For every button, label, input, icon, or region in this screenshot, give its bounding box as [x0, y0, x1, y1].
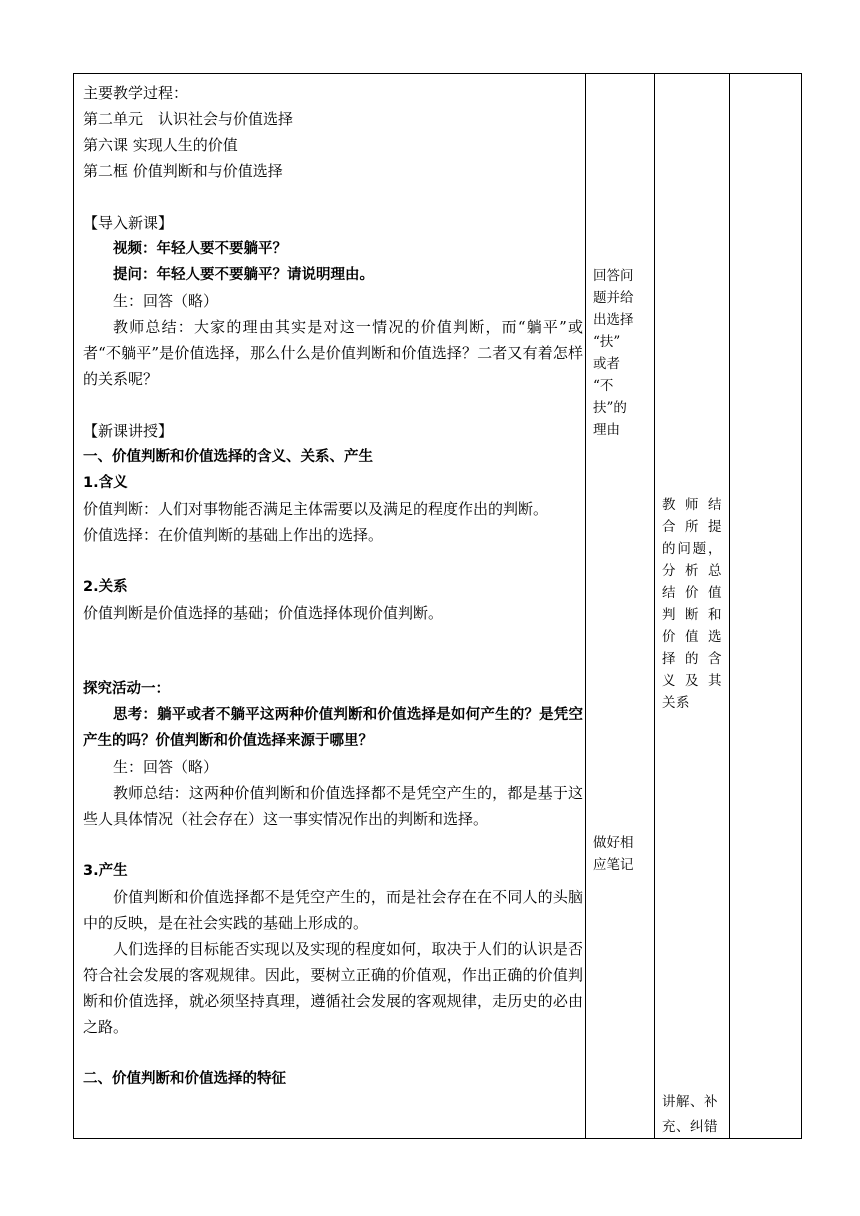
student-activity-note-2: 做好相 应笔记: [593, 835, 634, 873]
new-lesson-title: 【新课讲授】: [83, 422, 174, 440]
section-heading: 主要教学过程：: [83, 84, 189, 102]
student-answer-2: 生：回答（略）: [113, 758, 219, 776]
column-divider: [585, 74, 586, 1138]
teaching-process-column: [83, 80, 583, 1092]
student-answer: 生：回答（略）: [113, 292, 219, 310]
meaning-judgment: 价值判断：人们对事物能否满足主体需要以及满足的程度作出的判断。: [83, 500, 549, 518]
student-activity-note-1: 回答问 题并给 出选择 “扶” 或者 “不 扶”的 理由: [593, 268, 634, 438]
lesson-table: [73, 73, 802, 1139]
origin-paragraph-2: 人们选择的目标能否实现以及实现的程度如何，取决于人们的认识是否符合社会发展的客观规律。因此，要树立正确的价值观，作出正确的价值判断和价值选择，就必须坚持真理，遵循社会发展的客观规律，走历史的必由之路。: [83, 940, 583, 1036]
meaning-choice: 价值选择：在价值判断的基础上作出的选择。: [83, 526, 384, 544]
intro-question: 提问：年轻人要不要躺平？请说明理由。: [113, 267, 374, 283]
activity-heading: 探究活动一：: [83, 681, 170, 697]
lesson-title: 第六课 实现人生的价值: [83, 136, 238, 154]
activity-question: 思考：躺平或者不躺平这两种价值判断和价值选择是如何产生的？是凭空产生的吗？价值判断和价值选择来源于哪里？: [83, 707, 583, 749]
design-intent-note-2: 讲解、补 充、纠错: [662, 1094, 718, 1135]
design-intent-note-1: 教师结 合所提 的问题， 分析总 结价值 判断和 价值选 择的含 义及其 关系: [662, 497, 722, 711]
relation-text: 价值判断是价值选择的基础；价值选择体现价值判断。: [83, 604, 444, 622]
part-two-heading: 二、价值判断和价值选择的特征: [83, 1071, 286, 1087]
teacher-summary-2: 教师总结：这两种价值判断和价值选择都不是凭空产生的，都是基于这些人具体情况（社会存在）这一事实情况作出的判断和选择。: [83, 784, 583, 828]
section-title: 第二框 价值判断和与价值选择: [83, 162, 283, 180]
relation-heading: 2.关系: [83, 579, 128, 595]
column-divider: [654, 74, 655, 1138]
teacher-summary: 教师总结：大家的理由其实是对这一情况的价值判断，而“躺平”或者“不躺平”是价值选择，那么什么是价值判断和价值选择？二者又有着怎样的关系呢？: [83, 318, 583, 388]
unit-title: 第二单元 认识社会与价值选择: [83, 110, 294, 128]
origin-heading: 3.产生: [83, 863, 128, 879]
intro-title: 【导入新课】: [83, 214, 174, 232]
intro-video: 视频：年轻人要不要躺平？: [113, 241, 287, 257]
meaning-heading: 1.含义: [83, 475, 128, 491]
part-one-heading: 一、价值判断和价值选择的含义、关系、产生: [83, 449, 373, 465]
column-divider: [729, 74, 730, 1138]
origin-paragraph-1: 价值判断和价值选择都不是凭空产生的，而是社会存在在不同人的头脑中的反映，是在社会实践的基础上形成的。: [83, 888, 583, 932]
